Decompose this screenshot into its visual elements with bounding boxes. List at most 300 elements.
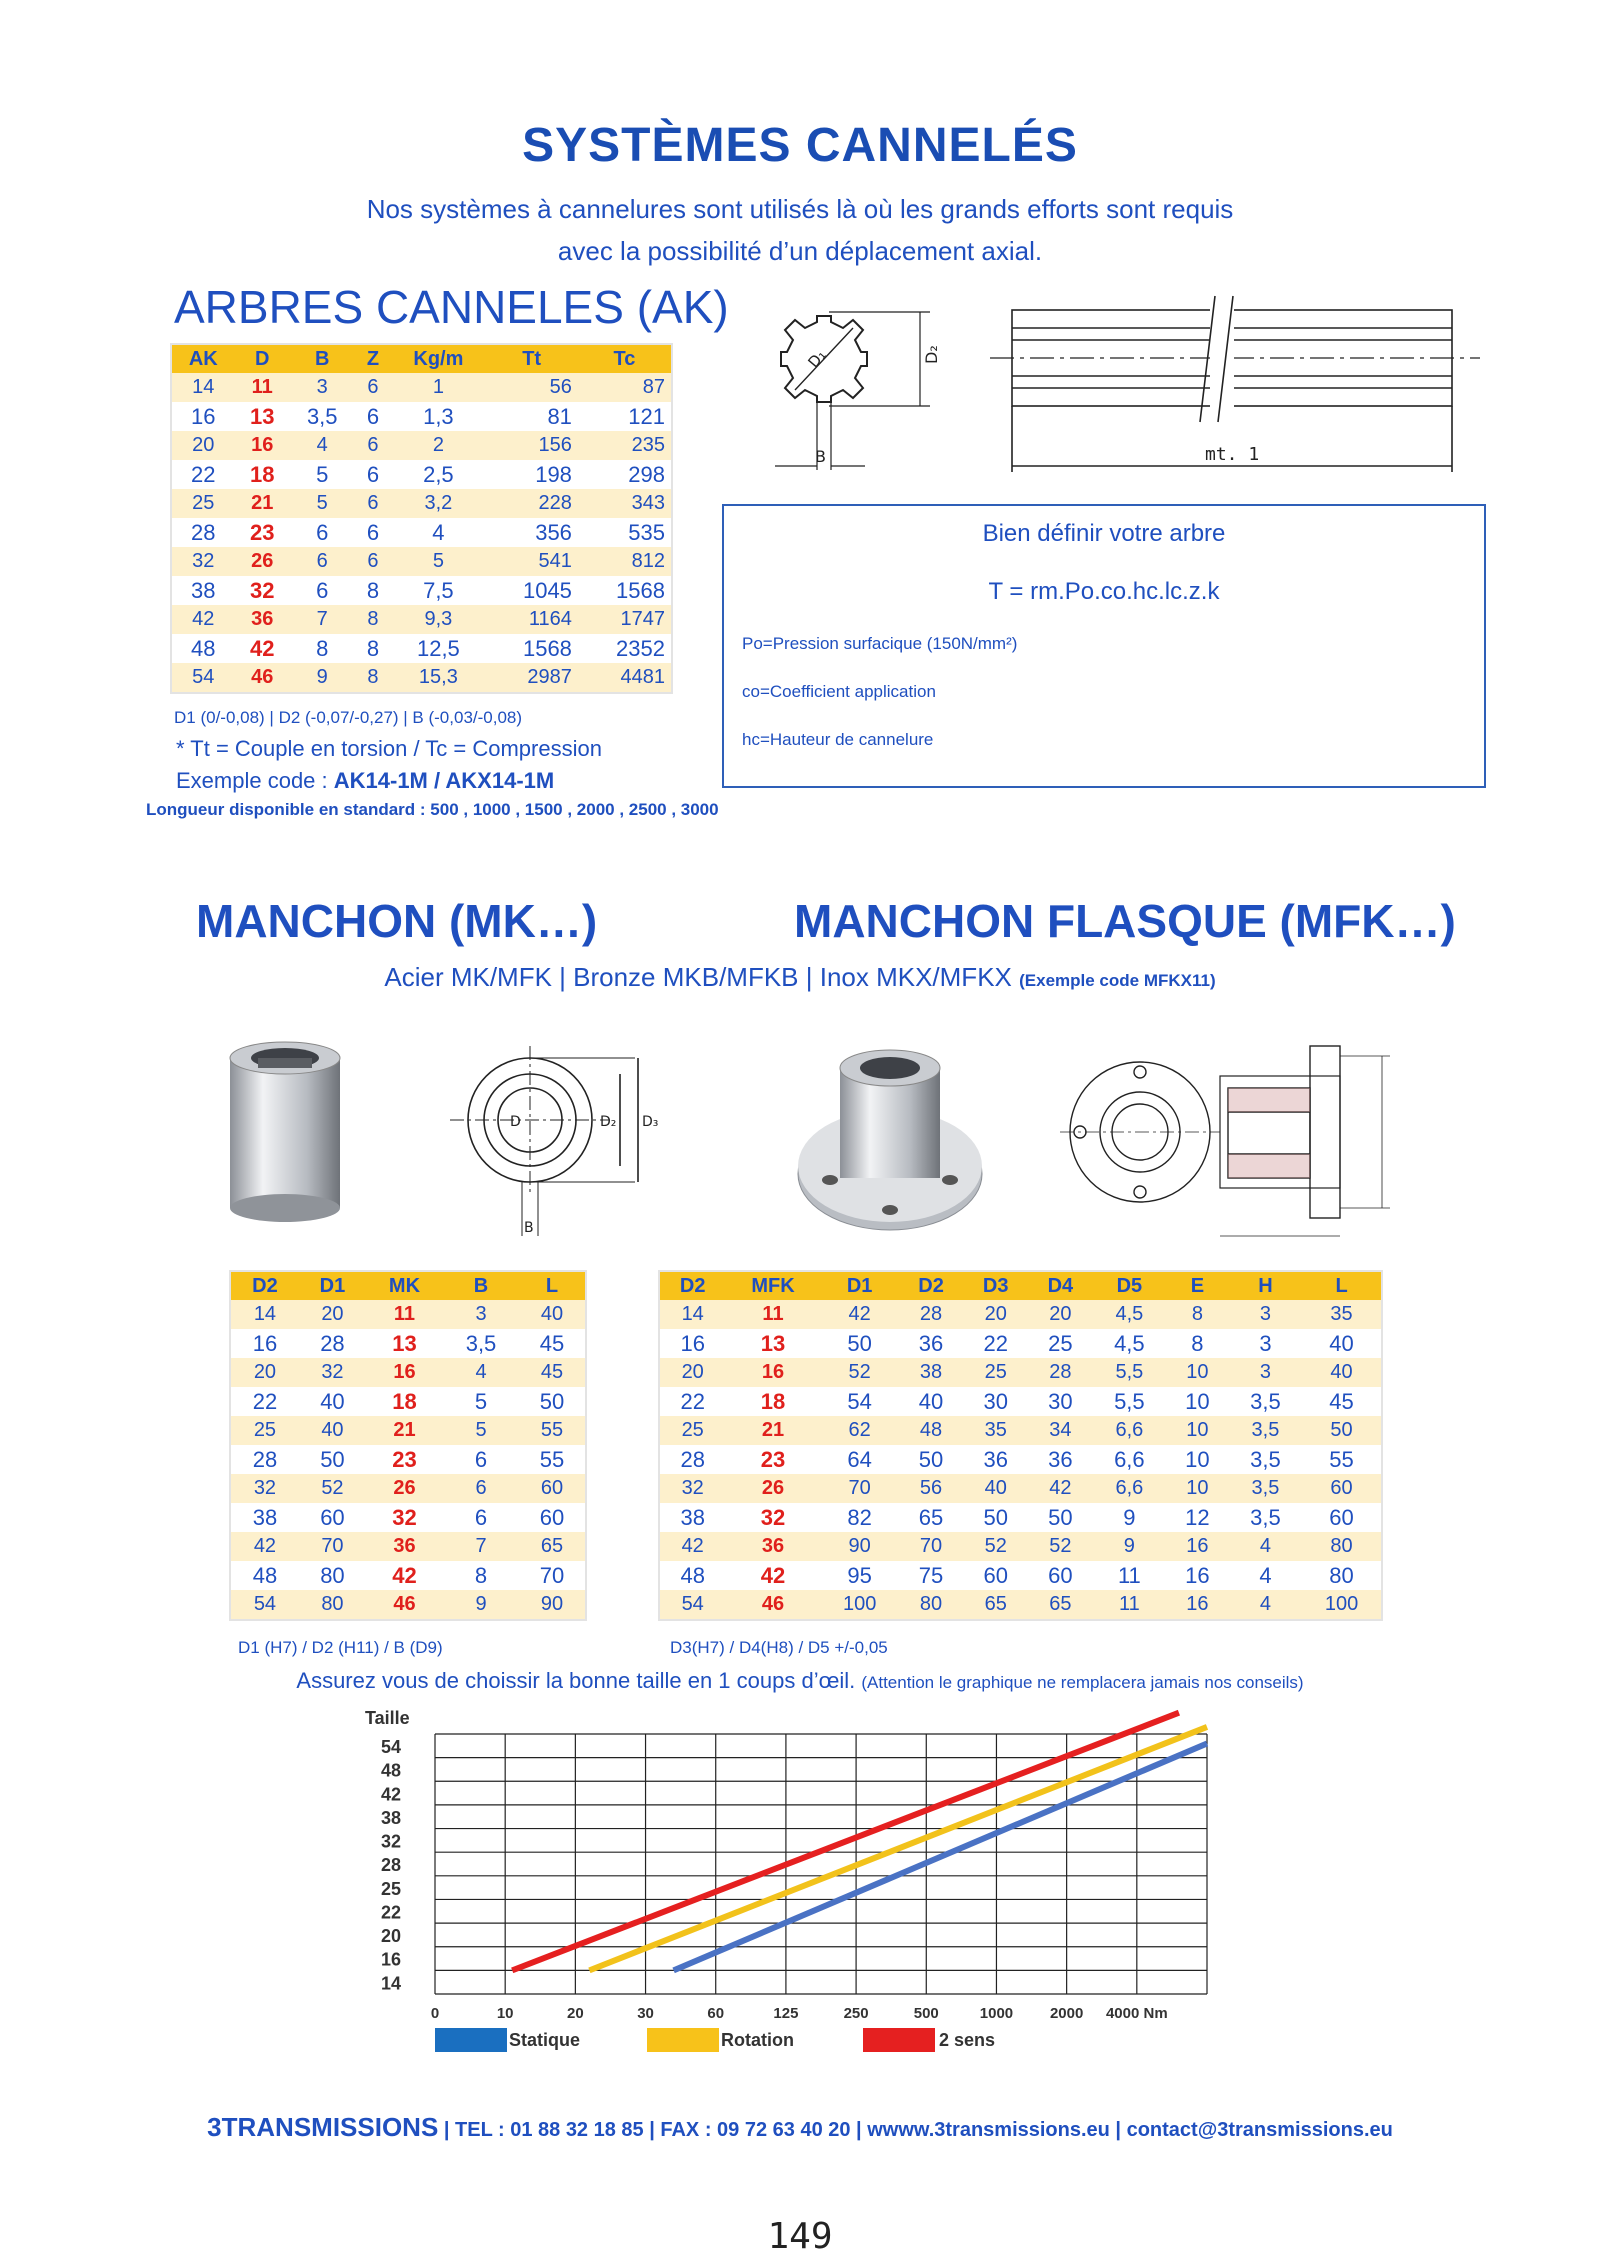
mfk-cell: 32 xyxy=(659,1474,725,1503)
table-row xyxy=(659,1329,1382,1358)
ak-cell: 81 xyxy=(485,402,578,431)
mk-cell: 3 xyxy=(443,1300,519,1329)
y-tick-label: 48 xyxy=(381,1760,402,1781)
ak-cell: 6 xyxy=(355,489,392,518)
shaft-side-drawing xyxy=(990,290,1490,480)
y-tick-label: 22 xyxy=(381,1902,402,1923)
ak-tolerance: D1 (0/-0,08) | D2 (-0,07/-0,27) | B (-0,03/-0,08) xyxy=(174,708,523,727)
ak-cell: 3,2 xyxy=(391,489,485,518)
legend-label: 2 sens xyxy=(939,2030,996,2050)
ak-cell: 356 xyxy=(485,518,578,547)
mfk-cell: 3 xyxy=(1229,1329,1302,1358)
mfk-cell: 40 xyxy=(1302,1358,1382,1387)
mfk-cell: 11 xyxy=(725,1300,820,1329)
mfk-cell: 64 xyxy=(821,1445,899,1474)
mfk-cell: 10 xyxy=(1166,1445,1229,1474)
chart-intro xyxy=(0,1668,1600,1694)
table-row xyxy=(659,1590,1382,1620)
ak-cell: 7,5 xyxy=(391,576,485,605)
mk-cell: 4 xyxy=(443,1358,519,1387)
mk-label-d2: D₂ xyxy=(600,1114,617,1130)
x-tick-label: 4000 Nm xyxy=(1105,2005,1168,2022)
shaft-label-d1: D₁ xyxy=(804,346,830,372)
series-line-rotation xyxy=(589,1727,1207,1970)
manchon-heading: MANCHON (MK…) xyxy=(196,895,598,947)
mfk-cell: 28 xyxy=(659,1445,725,1474)
ak-cell: 1747 xyxy=(578,605,672,634)
mfk-cell: 25 xyxy=(1028,1329,1093,1358)
table-row xyxy=(230,1561,586,1590)
mfk-cell: 28 xyxy=(1028,1358,1093,1387)
ak-cell: 1045 xyxy=(485,576,578,605)
ak-cell: 25 xyxy=(171,489,235,518)
mk-cell: 60 xyxy=(519,1503,586,1532)
ak-cell: 16 xyxy=(235,431,290,460)
mfk-header-1: MFK xyxy=(725,1271,820,1300)
ak-cell: 8 xyxy=(355,634,392,663)
mfk-cell: 40 xyxy=(899,1387,964,1416)
ak-cell: 6 xyxy=(355,460,392,489)
define-box-line-1: Po=Pression surfacique (150N/mm²) xyxy=(742,634,1018,653)
mfk-cell: 6,6 xyxy=(1093,1416,1166,1445)
ak-cell: 5 xyxy=(290,489,355,518)
table-row xyxy=(171,373,672,402)
ak-cell: 87 xyxy=(578,373,672,402)
mk-header-1: D1 xyxy=(299,1271,366,1300)
x-tick-label: 20 xyxy=(567,2005,584,2022)
y-tick-label: 20 xyxy=(381,1926,402,1947)
mfk-cell: 32 xyxy=(725,1503,820,1532)
ak-cell: 46 xyxy=(235,663,290,693)
mk-cell: 6 xyxy=(443,1445,519,1474)
table-row xyxy=(171,518,672,547)
ak-cell: 8 xyxy=(355,605,392,634)
mfk-tolerance: D3(H7) / D4(H8) / D5 +/-0,05 xyxy=(670,1638,888,1657)
table-row xyxy=(659,1474,1382,1503)
define-box-formula: T = rm.Po.co.hc.lc.z.k xyxy=(988,578,1220,605)
shaft-length-label: mt. 1 xyxy=(1205,444,1260,465)
table-row xyxy=(659,1416,1382,1445)
ak-cell: 9,3 xyxy=(391,605,485,634)
ak-cell: 1568 xyxy=(485,634,578,663)
mk-cell: 13 xyxy=(366,1329,443,1358)
mfk-cell: 48 xyxy=(659,1561,725,1590)
mfk-cell: 80 xyxy=(899,1590,964,1620)
ak-cell: 235 xyxy=(578,431,672,460)
mfk-cell: 42 xyxy=(1028,1474,1093,1503)
mk-label-b: B xyxy=(524,1220,534,1236)
mfk-cell: 42 xyxy=(821,1300,899,1329)
mk-header-2: MK xyxy=(366,1271,443,1300)
mfk-cell: 38 xyxy=(899,1358,964,1387)
mk-cell: 28 xyxy=(230,1445,299,1474)
ak-cell: 1 xyxy=(391,373,485,402)
mk-cell: 6 xyxy=(443,1503,519,1532)
mk-cell: 40 xyxy=(519,1300,586,1329)
mfk-cell: 65 xyxy=(963,1590,1028,1620)
ak-cell: 2,5 xyxy=(391,460,485,489)
ak-cell: 6 xyxy=(355,373,392,402)
mfk-cell: 36 xyxy=(1028,1445,1093,1474)
mk-cell: 32 xyxy=(366,1503,443,1532)
y-tick-label: 28 xyxy=(381,1855,402,1876)
ak-example-prefix: Exemple code : xyxy=(176,768,334,793)
mfk-cell: 9 xyxy=(1093,1503,1166,1532)
y-tick-label: 42 xyxy=(381,1784,402,1805)
size-selection-chart xyxy=(355,1704,1255,2084)
mfk-cell: 75 xyxy=(899,1561,964,1590)
ak-example-code: AK14-1M / AKX14-1M xyxy=(333,768,555,793)
mfk-cell: 10 xyxy=(1166,1358,1229,1387)
mfk-cell: 10 xyxy=(1166,1416,1229,1445)
table-row xyxy=(230,1445,586,1474)
mfk-cell: 3,5 xyxy=(1229,1503,1302,1532)
mfk-cell: 60 xyxy=(1302,1474,1382,1503)
mk-cell: 28 xyxy=(299,1329,366,1358)
table-row xyxy=(171,576,672,605)
mfk-header-6: D5 xyxy=(1093,1271,1166,1300)
materials-example: (Exemple code MFKX11) xyxy=(1019,971,1216,990)
mfk-cell: 16 xyxy=(1166,1532,1229,1561)
mk-cell: 38 xyxy=(230,1503,299,1532)
mfk-cell: 11 xyxy=(1093,1561,1166,1590)
mfk-cell: 36 xyxy=(725,1532,820,1561)
ak-cell: 198 xyxy=(485,460,578,489)
ak-cell: 1,3 xyxy=(391,402,485,431)
table-row xyxy=(171,402,672,431)
mk-cell: 14 xyxy=(230,1300,299,1329)
mk-cell: 46 xyxy=(366,1590,443,1620)
mfk-cell: 30 xyxy=(1028,1387,1093,1416)
mfk-cell: 21 xyxy=(725,1416,820,1445)
ak-cell: 6 xyxy=(355,402,392,431)
mfk-cell: 14 xyxy=(659,1300,725,1329)
mk-cell: 40 xyxy=(299,1416,366,1445)
mfk-cell: 36 xyxy=(899,1329,964,1358)
mk-cell: 50 xyxy=(519,1387,586,1416)
ak-header-5: Tt xyxy=(485,344,578,373)
ak-cell: 121 xyxy=(578,402,672,431)
x-tick-label: 60 xyxy=(707,2005,725,2022)
mfk-cell: 8 xyxy=(1166,1329,1229,1358)
define-box-line-2: co=Coefficient application xyxy=(742,682,936,701)
table-row xyxy=(659,1532,1382,1561)
mk-cell: 80 xyxy=(299,1561,366,1590)
ak-cell: 2987 xyxy=(485,663,578,693)
mfk-cell: 11 xyxy=(1093,1590,1166,1620)
ak-cell: 48 xyxy=(171,634,235,663)
mfk-flange-drawing xyxy=(1060,1036,1400,1256)
materials-line xyxy=(0,962,1600,993)
x-tick-label: 1000 xyxy=(979,2005,1014,2022)
ak-cell: 8 xyxy=(290,634,355,663)
table-row xyxy=(230,1590,586,1620)
mfk-table xyxy=(658,1270,1383,1621)
table-row xyxy=(659,1387,1382,1416)
mfk-cell: 50 xyxy=(963,1503,1028,1532)
ak-cell: 156 xyxy=(485,431,578,460)
mk-cell: 70 xyxy=(519,1561,586,1590)
series-line-2-sens xyxy=(512,1713,1179,1971)
ak-cell: 20 xyxy=(171,431,235,460)
mk-cell: 32 xyxy=(299,1358,366,1387)
shaft-section-drawing xyxy=(755,290,955,485)
mfk-cell: 3,5 xyxy=(1229,1474,1302,1503)
mfk-header-3: D2 xyxy=(899,1271,964,1300)
legend-swatch xyxy=(435,2028,507,2052)
ak-header-6: Tc xyxy=(578,344,672,373)
mfk-cell: 5,5 xyxy=(1093,1358,1166,1387)
y-tick-label: 14 xyxy=(381,1973,402,1994)
ak-cell: 26 xyxy=(235,547,290,576)
mk-cell: 20 xyxy=(230,1358,299,1387)
mfk-cell: 16 xyxy=(659,1329,725,1358)
mfk-cell: 60 xyxy=(1302,1503,1382,1532)
mfk-cell: 22 xyxy=(659,1387,725,1416)
table-row xyxy=(230,1329,586,1358)
mk-cell: 3,5 xyxy=(443,1329,519,1358)
mfk-cell: 6,6 xyxy=(1093,1445,1166,1474)
mk-cell: 45 xyxy=(519,1329,586,1358)
legend-label: Rotation xyxy=(721,2030,794,2050)
mfk-cell: 20 xyxy=(659,1358,725,1387)
legend-swatch xyxy=(647,2028,719,2052)
mfk-cell: 16 xyxy=(1166,1590,1229,1620)
mfk-cell: 22 xyxy=(963,1329,1028,1358)
mfk-cell: 3 xyxy=(1229,1300,1302,1329)
mfk-header-7: E xyxy=(1166,1271,1229,1300)
define-box-title: Bien définir votre arbre xyxy=(982,520,1226,547)
mk-label-d: D xyxy=(510,1114,521,1130)
x-tick-label: 0 xyxy=(430,2005,440,2022)
ak-cell: 5 xyxy=(290,460,355,489)
mfk-cell: 6,6 xyxy=(1093,1474,1166,1503)
mfk-cell: 80 xyxy=(1302,1561,1382,1590)
define-shaft-box xyxy=(722,504,1486,788)
table-row xyxy=(230,1532,586,1561)
mfk-cell: 65 xyxy=(1028,1590,1093,1620)
mfk-cell: 50 xyxy=(1028,1503,1093,1532)
mk-cell: 8 xyxy=(443,1561,519,1590)
mfk-cell: 4 xyxy=(1229,1561,1302,1590)
mfk-cell: 4,5 xyxy=(1093,1329,1166,1358)
chart-intro-text: Assurez vous de choissir la bonne taille en 1 coups d’œil. xyxy=(296,1668,856,1693)
mfk-cell: 13 xyxy=(725,1329,820,1358)
ak-example xyxy=(176,768,554,794)
x-tick-label: 10 xyxy=(496,2005,514,2022)
table-row xyxy=(171,547,672,576)
mfk-cell: 82 xyxy=(821,1503,899,1532)
mk-cell: 42 xyxy=(230,1532,299,1561)
materials-text: Acier MK/MFK | Bronze MKB/MFKB | Inox MKX/MFKX xyxy=(384,962,1012,992)
table-row xyxy=(230,1416,586,1445)
mfk-cell: 10 xyxy=(1166,1387,1229,1416)
ak-cell: 3 xyxy=(290,373,355,402)
mfk-cell: 70 xyxy=(899,1532,964,1561)
ak-cell: 9 xyxy=(290,663,355,693)
y-tick-label: 54 xyxy=(381,1737,402,1757)
mfk-header-9: L xyxy=(1302,1271,1382,1300)
ak-legend: * Tt = Couple en torsion / Tc = Compression xyxy=(176,736,602,761)
mk-cell: 52 xyxy=(299,1474,366,1503)
ak-cell: 2352 xyxy=(578,634,672,663)
mfk-cell: 3 xyxy=(1229,1358,1302,1387)
mfk-cell: 16 xyxy=(1166,1561,1229,1590)
shaft-label-d2: D₂ xyxy=(922,345,941,364)
table-row xyxy=(659,1561,1382,1590)
mfk-cell: 42 xyxy=(659,1532,725,1561)
mk-cell: 16 xyxy=(230,1329,299,1358)
ak-cell: 23 xyxy=(235,518,290,547)
chart-intro-note: (Attention le graphique ne remplacera jamais nos conseils) xyxy=(861,1673,1304,1692)
ak-cell: 5 xyxy=(391,547,485,576)
ak-header-0: AK xyxy=(171,344,235,373)
mk-cell: 42 xyxy=(366,1561,443,1590)
mk-cell: 5 xyxy=(443,1387,519,1416)
mk-label-d3: D₃ xyxy=(642,1114,659,1130)
mk-cell: 5 xyxy=(443,1416,519,1445)
ak-cell: 36 xyxy=(235,605,290,634)
ak-cell: 42 xyxy=(171,605,235,634)
y-tick-label: 25 xyxy=(381,1878,402,1899)
mfk-cell: 60 xyxy=(1028,1561,1093,1590)
ak-cell: 6 xyxy=(355,518,392,547)
mfk-cell: 35 xyxy=(963,1416,1028,1445)
ak-cell: 6 xyxy=(290,547,355,576)
ak-header-3: Z xyxy=(355,344,392,373)
mk-cell: 9 xyxy=(443,1590,519,1620)
ak-cell: 2 xyxy=(391,431,485,460)
mfk-cell: 50 xyxy=(1302,1416,1382,1445)
mfk-cell: 38 xyxy=(659,1503,725,1532)
page-number: 149 xyxy=(767,2216,833,2257)
x-tick-label: 2000 xyxy=(1049,2005,1084,2022)
mk-cell: 90 xyxy=(519,1590,586,1620)
intro-line-1: Nos systèmes à cannelures sont utilisés là où les grands efforts sont requis xyxy=(366,194,1234,224)
mfk-cell: 80 xyxy=(1302,1532,1382,1561)
ak-cell: 8 xyxy=(355,576,392,605)
legend-label: Statique xyxy=(509,2030,581,2050)
mfk-cell: 4,5 xyxy=(1093,1300,1166,1329)
ak-cell: 15,3 xyxy=(391,663,485,693)
manchon-flasque-heading: MANCHON FLASQUE (MFK…) xyxy=(794,895,1456,947)
ak-cell: 4 xyxy=(290,431,355,460)
mfk-cell: 65 xyxy=(899,1503,964,1532)
mfk-cell: 40 xyxy=(1302,1329,1382,1358)
mk-cell: 7 xyxy=(443,1532,519,1561)
define-box-line-3: hc=Hauteur de cannelure xyxy=(742,730,934,749)
mfk-cell: 46 xyxy=(725,1590,820,1620)
ak-cell: 298 xyxy=(578,460,672,489)
mfk-cell: 50 xyxy=(899,1445,964,1474)
mk-cell: 80 xyxy=(299,1590,366,1620)
mfk-cell: 4 xyxy=(1229,1590,1302,1620)
mk-sleeve-drawing xyxy=(450,1040,680,1240)
mfk-cell: 16 xyxy=(725,1358,820,1387)
ak-cell: 7 xyxy=(290,605,355,634)
table-row xyxy=(230,1387,586,1416)
table-row xyxy=(171,460,672,489)
mfk-cell: 28 xyxy=(899,1300,964,1329)
mfk-cell: 50 xyxy=(821,1329,899,1358)
ak-cell: 6 xyxy=(290,576,355,605)
ak-cell: 21 xyxy=(235,489,290,518)
mfk-cell: 52 xyxy=(1028,1532,1093,1561)
mk-cell: 65 xyxy=(519,1532,586,1561)
x-tick-label: 250 xyxy=(843,2005,869,2022)
mfk-header-8: H xyxy=(1229,1271,1302,1300)
table-row xyxy=(230,1474,586,1503)
footer xyxy=(0,2112,1600,2143)
mfk-cell: 52 xyxy=(821,1358,899,1387)
mfk-cell: 5,5 xyxy=(1093,1387,1166,1416)
ak-header-1: D xyxy=(235,344,290,373)
ak-cell: 535 xyxy=(578,518,672,547)
ak-cell: 4 xyxy=(391,518,485,547)
mk-cell: 54 xyxy=(230,1590,299,1620)
ak-cell: 56 xyxy=(485,373,578,402)
mk-header-0: D2 xyxy=(230,1271,299,1300)
x-tick-label: 125 xyxy=(773,2005,799,2022)
mk-cell: 20 xyxy=(299,1300,366,1329)
mfk-cell: 26 xyxy=(725,1474,820,1503)
table-row xyxy=(659,1503,1382,1532)
mfk-cell: 100 xyxy=(1302,1590,1382,1620)
mk-table xyxy=(229,1270,587,1621)
mk-cell: 18 xyxy=(366,1387,443,1416)
mfk-cell: 20 xyxy=(1028,1300,1093,1329)
mfk-cell: 3,5 xyxy=(1229,1445,1302,1474)
footer-company: 3TRANSMISSIONS xyxy=(207,2112,439,2142)
mfk-cell: 54 xyxy=(821,1387,899,1416)
mk-cell: 55 xyxy=(519,1445,586,1474)
mk-header-3: B xyxy=(443,1271,519,1300)
mk-cell: 32 xyxy=(230,1474,299,1503)
table-row xyxy=(230,1358,586,1387)
ak-cell: 6 xyxy=(355,547,392,576)
mfk-cell: 42 xyxy=(725,1561,820,1590)
mfk-header-4: D3 xyxy=(963,1271,1028,1300)
mfk-cell: 35 xyxy=(1302,1300,1382,1329)
mk-cell: 40 xyxy=(299,1387,366,1416)
ak-cell: 42 xyxy=(235,634,290,663)
mfk-cell: 52 xyxy=(963,1532,1028,1561)
table-row xyxy=(659,1445,1382,1474)
mk-cell: 23 xyxy=(366,1445,443,1474)
mfk-cell: 54 xyxy=(659,1590,725,1620)
table-row xyxy=(171,431,672,460)
mk-cell: 6 xyxy=(443,1474,519,1503)
ak-cell: 3,5 xyxy=(290,402,355,431)
mfk-flange-photo xyxy=(790,1034,990,1244)
table-row xyxy=(230,1300,586,1329)
y-tick-label: 32 xyxy=(381,1831,402,1852)
x-tick-label: 30 xyxy=(637,2005,654,2022)
mfk-cell: 36 xyxy=(963,1445,1028,1474)
mfk-cell: 40 xyxy=(963,1474,1028,1503)
mfk-cell: 10 xyxy=(1166,1474,1229,1503)
mk-cell: 50 xyxy=(299,1445,366,1474)
mfk-cell: 34 xyxy=(1028,1416,1093,1445)
x-tick-label: 500 xyxy=(913,2005,939,2022)
ak-cell: 13 xyxy=(235,402,290,431)
table-row xyxy=(171,605,672,634)
mfk-cell: 62 xyxy=(821,1416,899,1445)
mk-cell: 60 xyxy=(519,1474,586,1503)
ak-cell: 32 xyxy=(235,576,290,605)
table-row xyxy=(171,489,672,518)
ak-cell: 541 xyxy=(485,547,578,576)
